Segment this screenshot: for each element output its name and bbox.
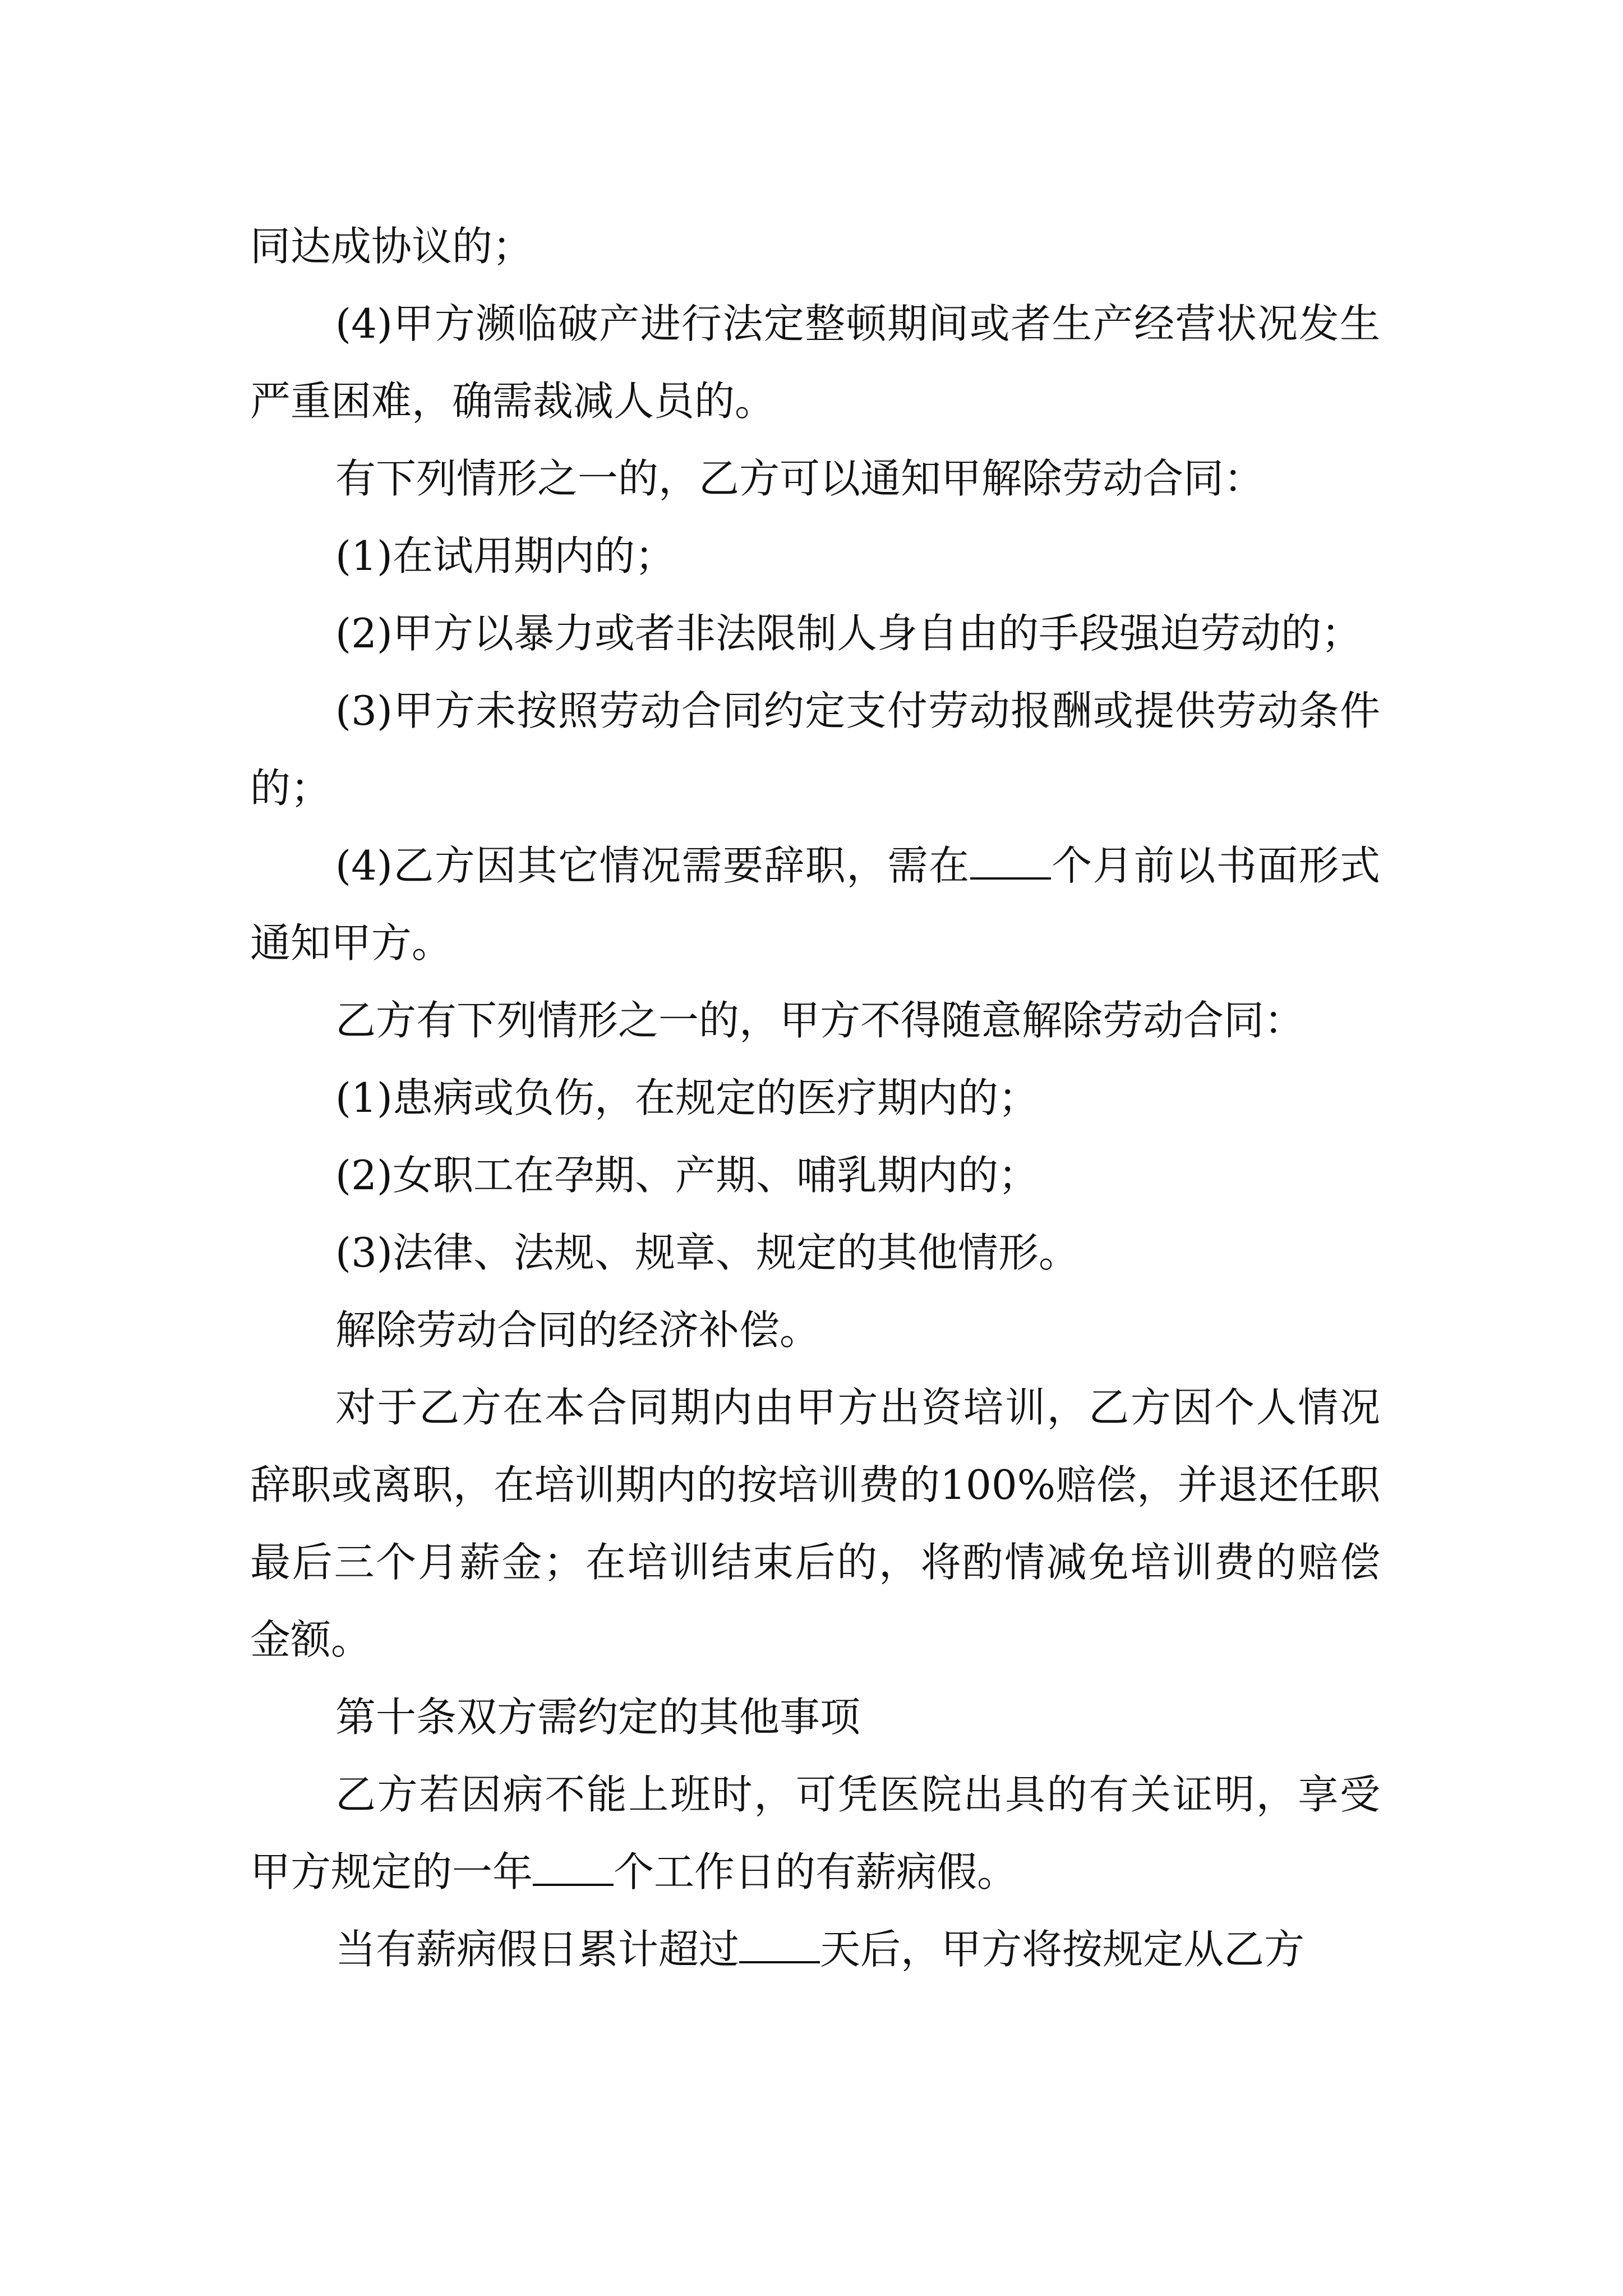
- document-body: [250, 208, 1380, 1988]
- paragraph-9: (1)患病或负伤，在规定的医疗期内的；: [335, 1074, 1039, 1121]
- paragraph-1: 同达成协议的；: [250, 223, 533, 270]
- paragraph-7-text-after: 个月前以书面形式通知甲方。: [250, 842, 1380, 967]
- paragraph-16-text-after: 天后，甲方将按规定从乙方: [820, 1926, 1305, 1973]
- paragraph-12: 解除劳动合同的经济补偿。: [335, 1306, 820, 1354]
- paragraph-6: (3)甲方未按照劳动合同约定支付劳动报酬或提供劳动条件的；: [250, 687, 1380, 812]
- paragraph-10: (2)女职工在孕期、产期、哺乳期内的；: [335, 1152, 1039, 1199]
- paragraph-3: 有下列情形之一的，乙方可以通知甲解除劳动合同：: [335, 455, 1265, 502]
- fill-in-blank: [970, 844, 1051, 880]
- paragraph-7-text-before: (4)乙方因其它情况需要辞职，需在: [335, 842, 970, 889]
- paragraph-15-text-before: 乙方若因病不能上班时，可凭医院出具的有关证明，享受甲方规定的一年: [250, 1771, 1380, 1895]
- section-heading-article-10: 第十条双方需约定的其他事项: [335, 1694, 861, 1741]
- paragraph-4: (1)在试用期内的；: [335, 532, 675, 579]
- paragraph-16-text-before: 当有薪病假日累计超过: [335, 1926, 740, 1973]
- fill-in-blank: [739, 1927, 820, 1963]
- paragraph-5: (2)甲方以暴力或者非法限制人身自由的手段强迫劳动的；: [335, 610, 1362, 657]
- paragraph-7: [250, 827, 1380, 982]
- paragraph-16: [250, 1911, 1380, 1988]
- paragraph-11: (3)法律、法规、规章、规定的其他情形。: [335, 1229, 1079, 1276]
- paragraph-15: [250, 1756, 1380, 1911]
- fill-in-blank: [533, 1850, 614, 1886]
- paragraph-8: 乙方有下列情形之一的，甲方不得随意解除劳动合同：: [335, 997, 1305, 1044]
- paragraph-13: 对于乙方在本合同期内由甲方出资培训，乙方因个人情况辞职或离职，在培训期内的按培训费的100%赔偿，并退还任职最后三个月薪金；在培训结束后的，将酌情减免培训费的赔偿金额。: [250, 1384, 1380, 1663]
- paragraph-15-text-after: 个工作日的有薪病假。: [614, 1848, 1018, 1895]
- paragraph-2: (4)甲方濒临破产进行法定整顿期间或者生产经营状况发生严重困难，确需裁减人员的。: [250, 300, 1380, 425]
